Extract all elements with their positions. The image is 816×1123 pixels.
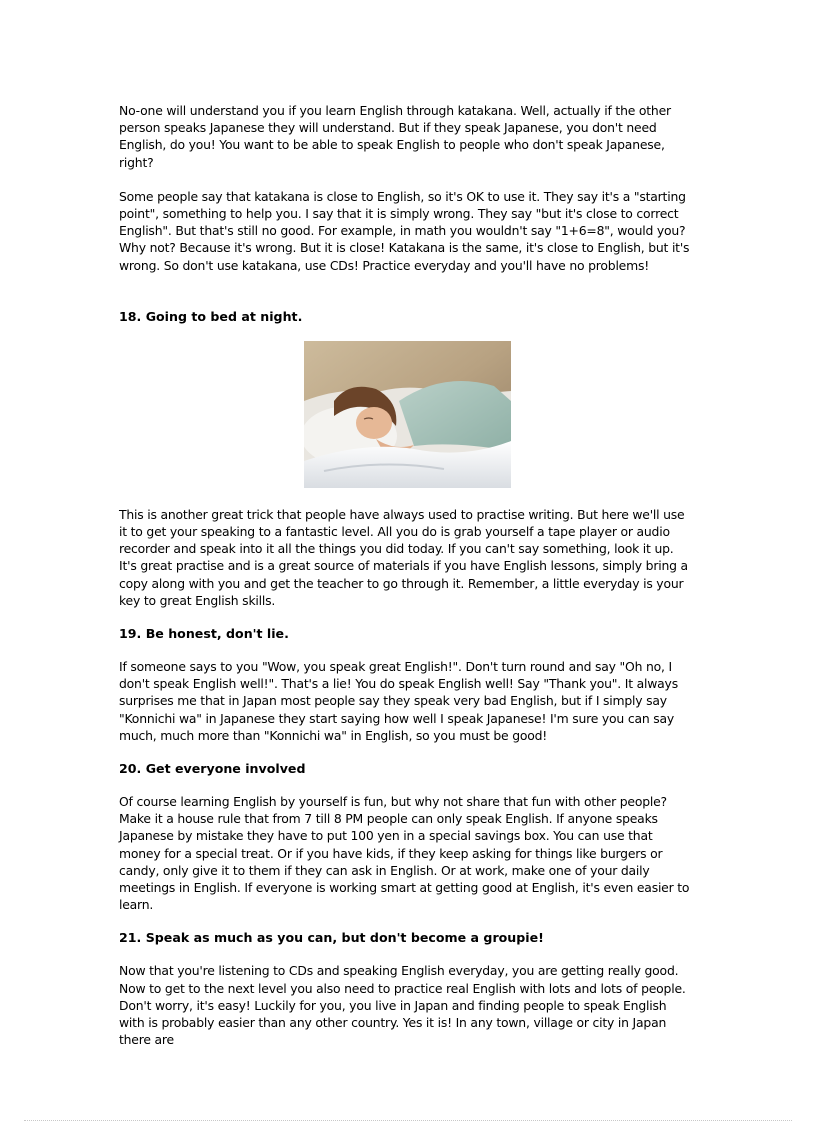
document-page — [119, 102, 692, 1049]
paragraph-katakana-2: Some people say that katakana is close to English, so it's OK to use it. They say it's a "starting point", something to help you. I say that it is simply wrong. They say "but it's close to correct English". But that's still no good. For example, in math you wouldn't say "1+6=8", would you? Why not? Because it's wrong. But it is close! Katakana is the same, it's close to English, but it's wrong. So don't use katakana, use CDs! Practice everyday and you'll have no problems! — [119, 188, 690, 273]
section-heading-19: 19. Be honest, don't lie. — [119, 626, 289, 642]
paragraph-katakana-1: No-one will understand you if you learn English through katakana. Well, actually if the other person speaks Japanese they will understand. But if they speak Japanese, you don't need English, do you! You want to be able to speak English to people who don't speak Japanese, right? — [119, 103, 671, 170]
section-body-21: Now that you're listening to CDs and speaking English everyday, you are getting really good. Now to get to the next level you also need to practice real English with lots and lots of people. Don't worry, it's easy! Luckily for you, you live in Japan and finding people to speak English with is probably easier than any other country. Yes it is! In any town, village or city in Japan there are — [119, 963, 686, 1048]
section-heading-18: 18. Going to bed at night. — [119, 308, 303, 324]
section-heading-20: 20. Get everyone involved — [119, 761, 306, 777]
section-body-20: Of course learning English by yourself is fun, but why not share that fun with other people? Make it a house rule that from 7 till 8 PM people can only speak English. If anyone speaks Japanese by mistake they have to put 100 yen in a special savings box. You can use that money for a special treat. Or if you have kids, if they keep asking for things like burgers or candy, only give it to them if they can ask in English. Or at work, make one of your daily meetings in English. If everyone is working smart at getting good at English, it's even easier to learn. — [119, 794, 690, 913]
section-body-19: If someone says to you "Wow, you speak great English!". Don't turn round and say "Oh no, I don't speak English well!". That's a lie! You do speak English well! Say "Thank you". It always surprises me that in Japan most people say they speak very bad English, but if I simply say "Konnichi wa" in Japanese they start saying how well I speak Japanese! I'm sure you can say much, much more than "Konnichi wa" in English, so you must be good! — [119, 659, 678, 743]
page-bottom-divider — [24, 1120, 792, 1121]
sleeping-woman-photo — [304, 341, 511, 488]
section-body-18: This is another great trick that people have always used to practise writing. But here we'll use it to get your speaking to a fantastic level. All you do is grab yourself a tape player or audio recorder and speak into it all the things you did today. If you can't say something, look it up. It's great practise and is a great source of materials if you have English lessons, simply bring a copy along with you and get the teacher to go through it. Remember, a little everyday is your key to great English skills. — [119, 506, 688, 608]
section-heading-21: 21. Speak as much as you can, but don't become a groupie! — [119, 930, 544, 946]
